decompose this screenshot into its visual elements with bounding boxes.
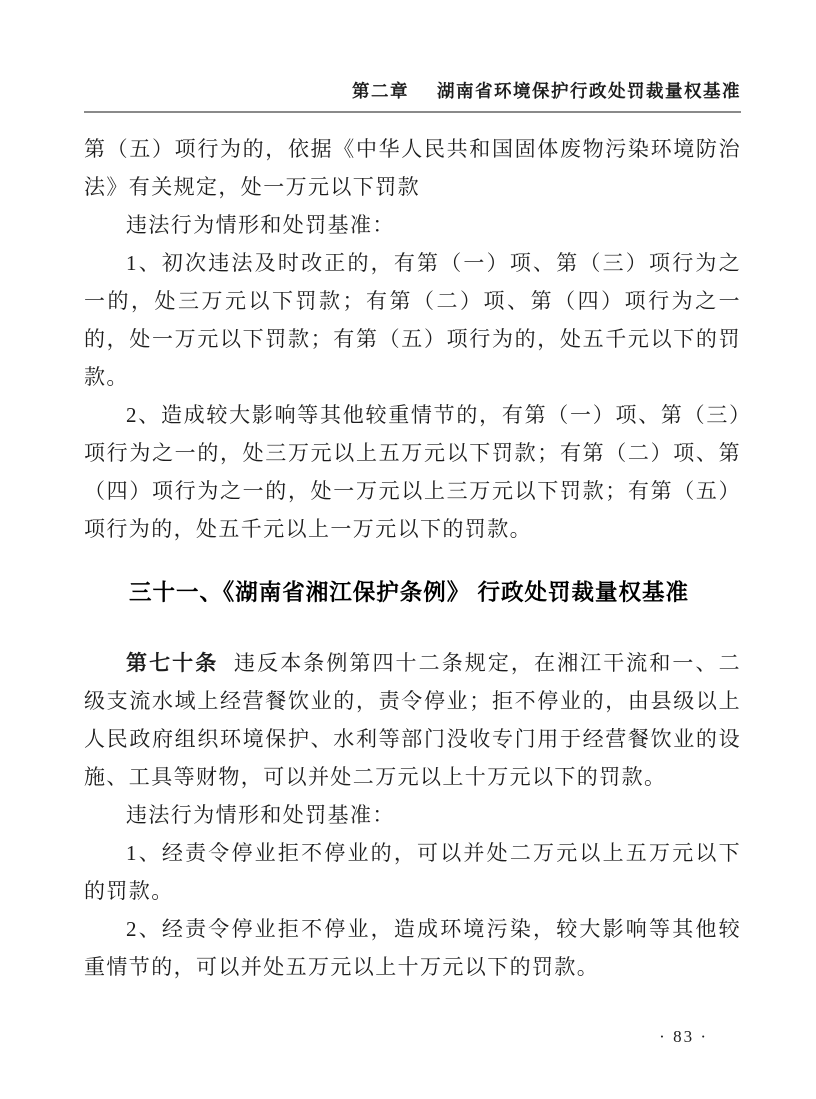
article-text: 违反本条例第四十二条规定，在湘江干流和一、二级支流水域上经营餐饮业的，责令停业；拒不停业的，由县级以上人民政府组织环境保护、水利等部门没收专门用于经营餐饮业的设施、工具等财物，可以并处二万元以上十万元以下的罚款。	[84, 651, 741, 789]
paragraph-continuation: 第（五）项行为的，依据《中华人民共和国固体废物污染环境防治法》有关规定，处一万元以下罚款	[84, 137, 741, 199]
article-number-label: 第七十条	[126, 651, 219, 675]
paragraph-basis-intro-2: 违法行为情形和处罚基准：	[126, 803, 395, 827]
document-body	[84, 130, 741, 986]
header-chapter-label: 第二章	[352, 81, 409, 101]
paragraph-basis-intro: 违法行为情形和处罚基准：	[126, 213, 395, 237]
running-header	[84, 78, 741, 113]
section-heading: 三十一、《湖南省湘江保护条例》 行政处罚裁量权基准	[129, 580, 690, 605]
paragraph-article-70	[84, 644, 741, 796]
paragraph-item-1: 1、初次违法及时改正的，有第（一）项、第（三）项行为之一的，处三万元以下罚款；有第（二）项、第（四）项行为之一的，处一万元以下罚款；有第（五）项行为的，处五千元以下的罚款。	[84, 251, 741, 389]
page-number: · 83 ·	[659, 1027, 708, 1046]
paragraph-item-2: 2、造成较大影响等其他较重情节的，有第（一）项、第（三）项行为之一的，处三万元以上五万元以下罚款；有第（二）项、第（四）项行为之一的，处一万元以上三万元以下罚款；有第（五）项行为的，处五千元以上一万元以下的罚款。	[84, 403, 741, 541]
paragraph-item-1b: 1、经责令停业拒不停业的，可以并处二万元以上五万元以下的罚款。	[84, 841, 741, 903]
paragraph-item-2b: 2、经责令停业拒不停业，造成环境污染，较大影响等其他较重情节的，可以并处五万元以上十万元以下的罚款。	[84, 917, 741, 979]
header-title: 湖南省环境保护行政处罚裁量权基准	[437, 81, 741, 101]
